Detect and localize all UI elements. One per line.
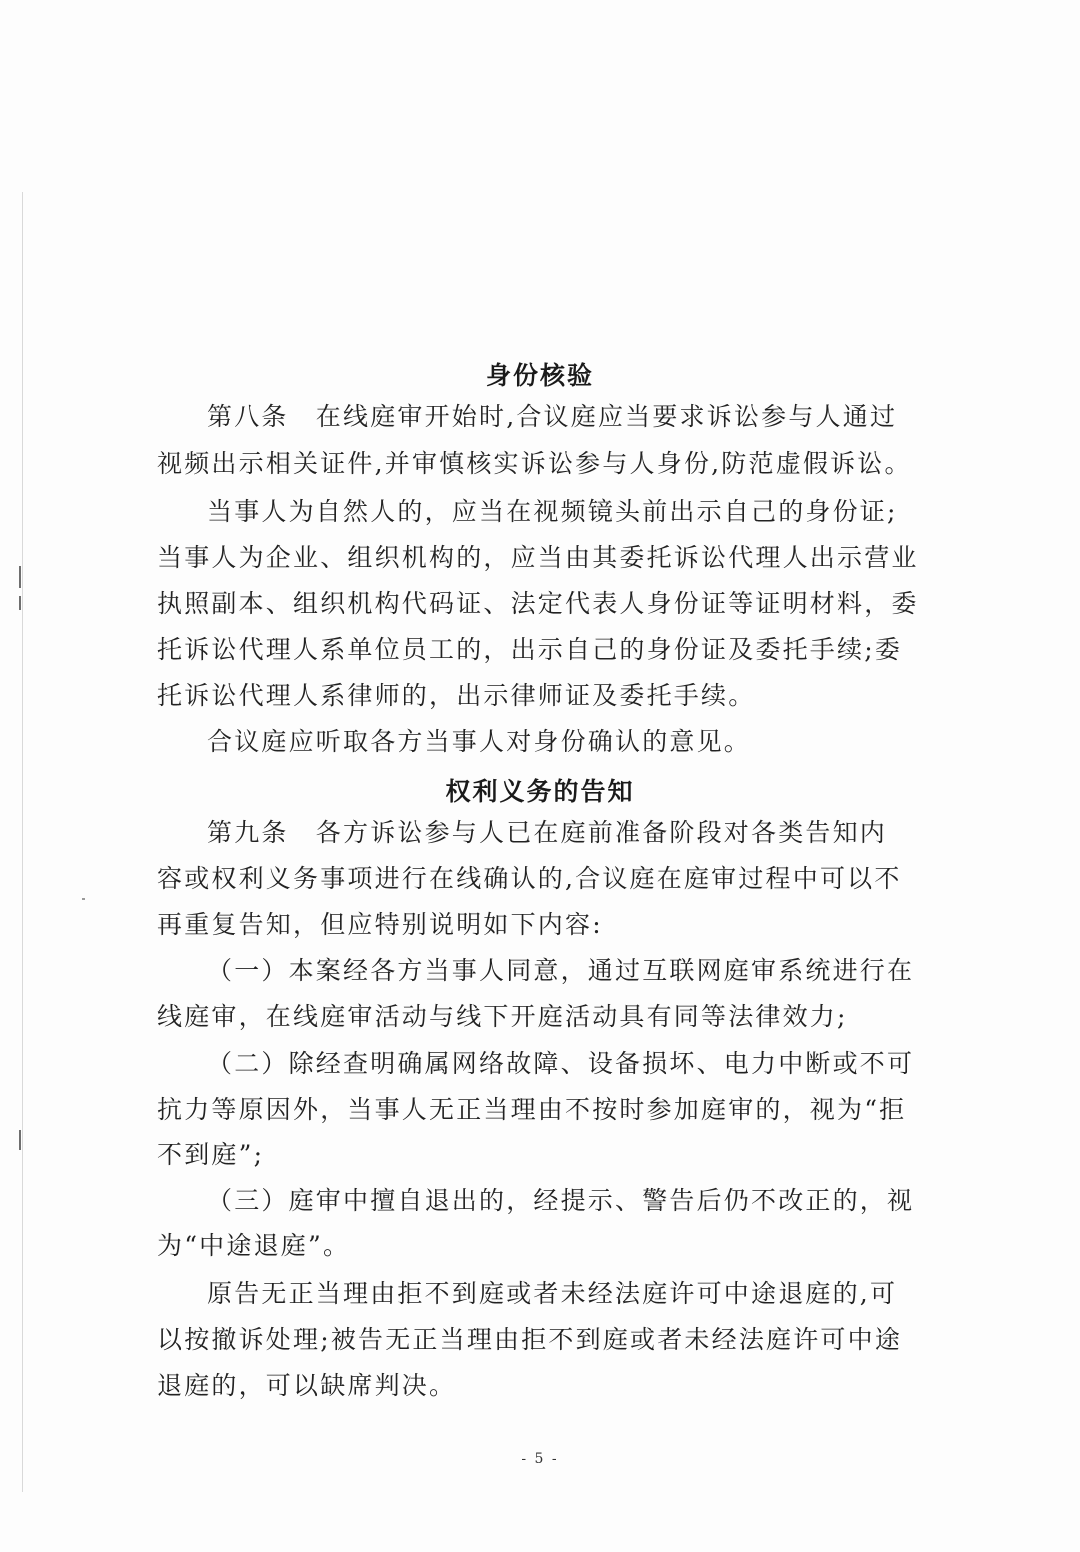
paragraph-line: 抗力等原因外，当事人无正当理由不按时参加庭审的，视为“拒 <box>157 1095 907 1124</box>
paragraph-line: 合议庭应听取各方当事人对身份确认的意见。 <box>207 727 752 756</box>
paragraph-line: 托诉讼代理人系单位员工的，出示自己的身份证及委托手续;委 <box>157 635 903 664</box>
paragraph-line: 为“中途退庭”。 <box>157 1231 351 1260</box>
paragraph-line: 再重复告知，但应特别说明如下内容: <box>157 910 603 939</box>
page-number: - 5 - <box>521 1451 559 1467</box>
scan-edge-mark <box>19 596 21 610</box>
paragraph-line: 以按撤诉处理;被告无正当理由拒不到庭或者未经法庭许可中途 <box>157 1325 903 1354</box>
paragraph-line: （三）庭审中擅自退出的，经提示、警告后仍不改正的，视 <box>207 1186 915 1215</box>
scan-edge-mark <box>19 1130 21 1150</box>
paragraph-line: 视频出示相关证件,并审慎核实诉讼参与人身份,防范虚假诉讼。 <box>157 449 912 478</box>
paragraph-line: 执照副本、组织机构代码证、法定代表人身份证等证明材料，委 <box>157 589 919 618</box>
paragraph-line: 不到庭”; <box>157 1140 265 1169</box>
paragraph-line: 托诉讼代理人系律师的，出示律师证及委托手续。 <box>157 681 756 710</box>
paragraph-line: 当事人为企业、组织机构的，应当由其委托诉讼代理人出示营业 <box>157 543 919 572</box>
paragraph-line: 当事人为自然人的，应当在视频镜头前出示自己的身份证; <box>207 497 898 526</box>
paragraph-line: 第九条 各方诉讼参与人已在庭前准备阶段对各类告知内 <box>207 818 888 847</box>
paragraph-line: 容或权利义务事项进行在线确认的,合议庭在庭审过程中可以不 <box>157 864 902 893</box>
paragraph-line: （二）除经查明确属网络故障、设备损坏、电力中断或不可 <box>207 1049 915 1078</box>
paragraph-line: 第八条 在线庭审开始时,合议庭应当要求诉讼参与人通过 <box>207 402 898 431</box>
paragraph-line: 原告无正当理由拒不到庭或者未经法庭许可中途退庭的,可 <box>207 1279 898 1308</box>
paragraph-line: 线庭审，在线庭审活动与线下开庭活动具有同等法律效力; <box>157 1002 848 1031</box>
scan-edge-mark <box>19 566 21 588</box>
section-heading-rights-obligations-notice: 权利义务的告知 <box>445 777 635 806</box>
paragraph-line: 退庭的，可以缺席判决。 <box>157 1371 457 1400</box>
paragraph-line: （一）本案经各方当事人同意，通过互联网庭审系统进行在 <box>207 956 915 985</box>
scan-dust-mark <box>82 898 85 900</box>
section-heading-identity-verification: 身份核验 <box>485 361 594 390</box>
